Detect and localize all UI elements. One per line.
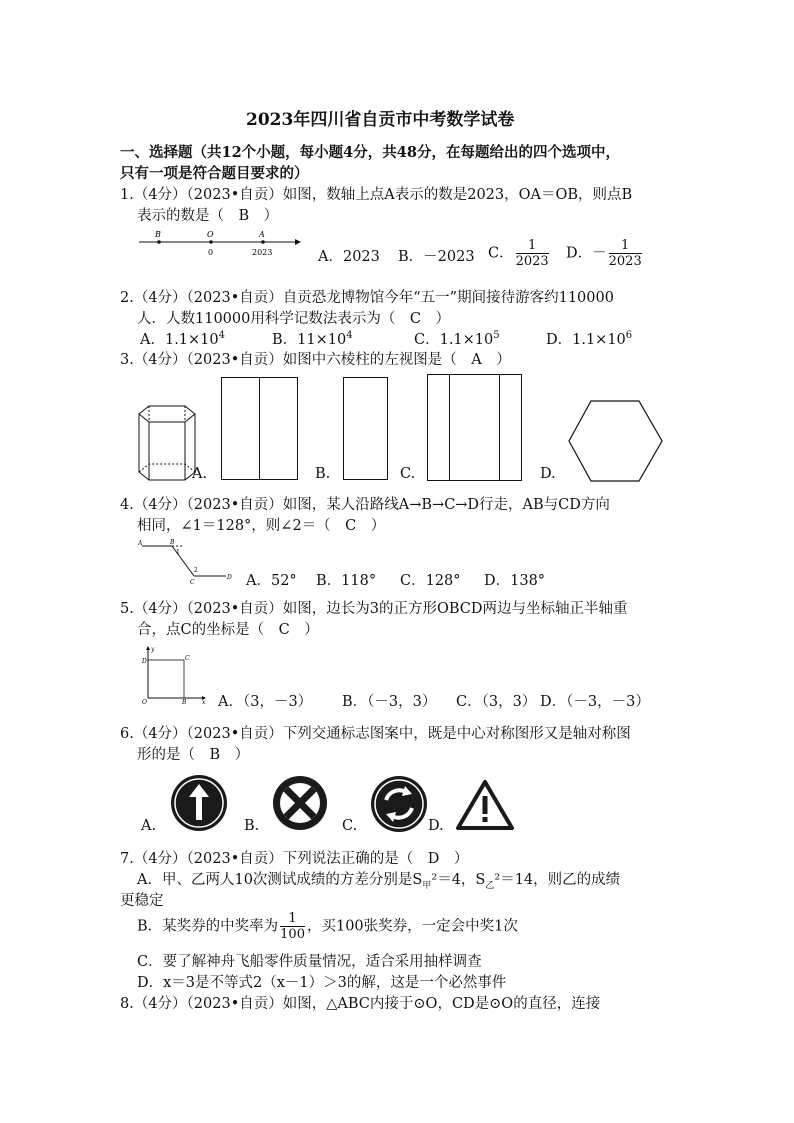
q3-option-a-label: A. <box>192 466 208 482</box>
q4-option-b: B．118° <box>316 573 377 589</box>
q4-label-2: 2 <box>194 567 198 574</box>
section-heading-line1: 一、选择题（共12个小题，每小题4分，共48分，在每题给出的四个选项中， <box>120 144 620 161</box>
q6-stem-line1: 6.（4分）（2023•自贡）下列交通标志图案中，既是中心对称图形又是轴对称图 <box>120 726 631 742</box>
q7-stem-line1: 7.（4分）（2023•自贡）下列说法正确的是（ D ） <box>120 851 469 867</box>
q3-stem-line1: 3.（4分）（2023•自贡）如图中六棱柱的左视图是（ A ） <box>120 352 511 368</box>
q4-path-figure <box>138 540 238 584</box>
q3-hexagonal-prism-figure <box>137 404 199 486</box>
q5-coordinate-figure <box>138 646 208 704</box>
q6-option-c-label: C. <box>342 818 358 834</box>
no-stopping-x-sign-icon <box>272 775 328 831</box>
q1-option-d <box>566 238 644 269</box>
roundabout-sign-icon <box>370 775 428 833</box>
q2-stem-line1: 2.（4分）（2023•自贡）自贡恐龙博物馆今年“五一”期间接待游客约110000 <box>120 290 614 306</box>
section-heading-line2: 只有一项是符合题目要求的） <box>120 165 309 182</box>
q8-stem-line1: 8.（4分）（2023•自贡）如图，△ABC内接于⊙O，CD是⊙O的直径，连接 <box>120 996 601 1012</box>
q4-stem-line1: 4.（4分）（2023•自贡）如图，某人沿路线A→B→C→D行走，AB与CD方向 <box>120 497 610 513</box>
q5-label-b: B <box>182 699 187 706</box>
q2-option-a: A．$1.1\times 10^4$ <box>140 330 226 348</box>
q7-option-a-line1: A．甲、乙两人10次测试成绩的方差分别是$S_甲^2=4$，$S_乙^2=14$，则乙的成绩 <box>137 872 621 891</box>
q5-option-a: A．（3，－3） <box>218 694 313 710</box>
q5-label-c: C <box>185 655 190 662</box>
q4-label-c: C <box>190 579 195 586</box>
q6-option-d-label: D. <box>428 818 444 834</box>
q3-option-c-figure <box>427 374 523 482</box>
q6-stem-line2: 形的是（ B ） <box>137 747 250 763</box>
q1-option-c <box>488 238 551 269</box>
q5-option-d: D．（－3，－3） <box>540 694 650 710</box>
q5-label-d: D <box>142 658 147 665</box>
q2-stem-line2: 人．人数110000用科学记数法表示为（ C ） <box>137 311 450 327</box>
q2-option-b: B．$11\times 10^4$ <box>272 330 353 348</box>
q1-number-line-figure <box>137 228 302 260</box>
q4-label-a: A <box>138 540 143 547</box>
q4-label-1: 1 <box>176 549 180 556</box>
q1-option-c-fraction: $\frac{1}{2023}$ <box>515 238 549 269</box>
up-arrow-sign-icon <box>169 773 229 833</box>
q4-stem-line2: 相同，∠1＝128°，则∠2＝（ C ） <box>137 518 386 534</box>
page-title: 2023年四川省自贡市中考数学试卷 <box>246 110 515 130</box>
q1-label-o: O <box>207 230 214 239</box>
q1-option-c-prefix: C． <box>488 245 514 262</box>
q5-stem-line1: 5.（4分）（2023•自贡）如图，边长为3的正方形OBCD两边与坐标轴正半轴重 <box>120 601 628 617</box>
q2-option-d: D．$1.1\times 10^6$ <box>546 330 633 348</box>
q5-option-b: B．（－3，3） <box>342 694 437 710</box>
q1-stem-line1: 1.（4分）（2023•自贡）如图，数轴上点A表示的数是2023，OA＝OB，则点B <box>120 187 633 203</box>
q5-option-c: C．（3，3） <box>456 694 537 710</box>
q3-option-b-label: B. <box>315 466 331 482</box>
q5-label-o: O <box>142 699 147 706</box>
q3-option-c-label: C. <box>400 466 416 482</box>
q4-option-d: D．138° <box>484 573 546 589</box>
q3-option-d-label: D. <box>540 466 556 482</box>
q7-option-a-line2: 更稳定 <box>120 893 164 909</box>
q1-stem-line2: 表示的数是（ B ） <box>137 208 279 224</box>
warning-triangle-sign-icon <box>456 780 514 830</box>
q3-option-a-figure <box>221 377 299 481</box>
q2-option-c: C．$1.1\times 10^5$ <box>414 330 500 348</box>
q6-option-b-label: B. <box>244 818 260 834</box>
q5-stem-line2: 合，点C的坐标是（ C ） <box>137 622 319 638</box>
q1-label-a: A <box>259 230 265 239</box>
q1-label-2023: 2023 <box>252 248 273 257</box>
q1-label-zero: 0 <box>208 248 214 257</box>
q7-option-c: C．要了解神舟飞船零件质量情况，适合采用抽样调查 <box>137 954 482 970</box>
q1-option-d-prefix: D．－ <box>566 245 607 262</box>
q4-label-b: B <box>170 539 175 546</box>
q4-label-d: D <box>227 574 232 581</box>
q1-label-b: B <box>155 230 161 239</box>
q5-label-x: x <box>202 699 206 706</box>
q1-option-b: B．－2023 <box>398 249 475 265</box>
q7-option-d: D．x＝3是不等式2（x－1）＞3的解，这是一个必然事件 <box>137 975 507 991</box>
q4-option-a: A．52° <box>246 573 297 589</box>
q5-label-y: y <box>151 646 155 653</box>
q4-option-c: C．128° <box>400 573 461 589</box>
q1-option-d-fraction: $\frac{1}{2023}$ <box>608 238 642 269</box>
q1-option-a: A．2023 <box>318 249 380 265</box>
q3-option-b-figure <box>343 377 389 481</box>
q3-option-d-hexagon-figure <box>568 400 664 484</box>
q6-option-a-label: A. <box>141 818 157 834</box>
q7-option-b: B．某奖券的中奖率为 $\frac{1}{100}$ ，买100张奖券，一定会中奖1次 <box>137 911 518 942</box>
